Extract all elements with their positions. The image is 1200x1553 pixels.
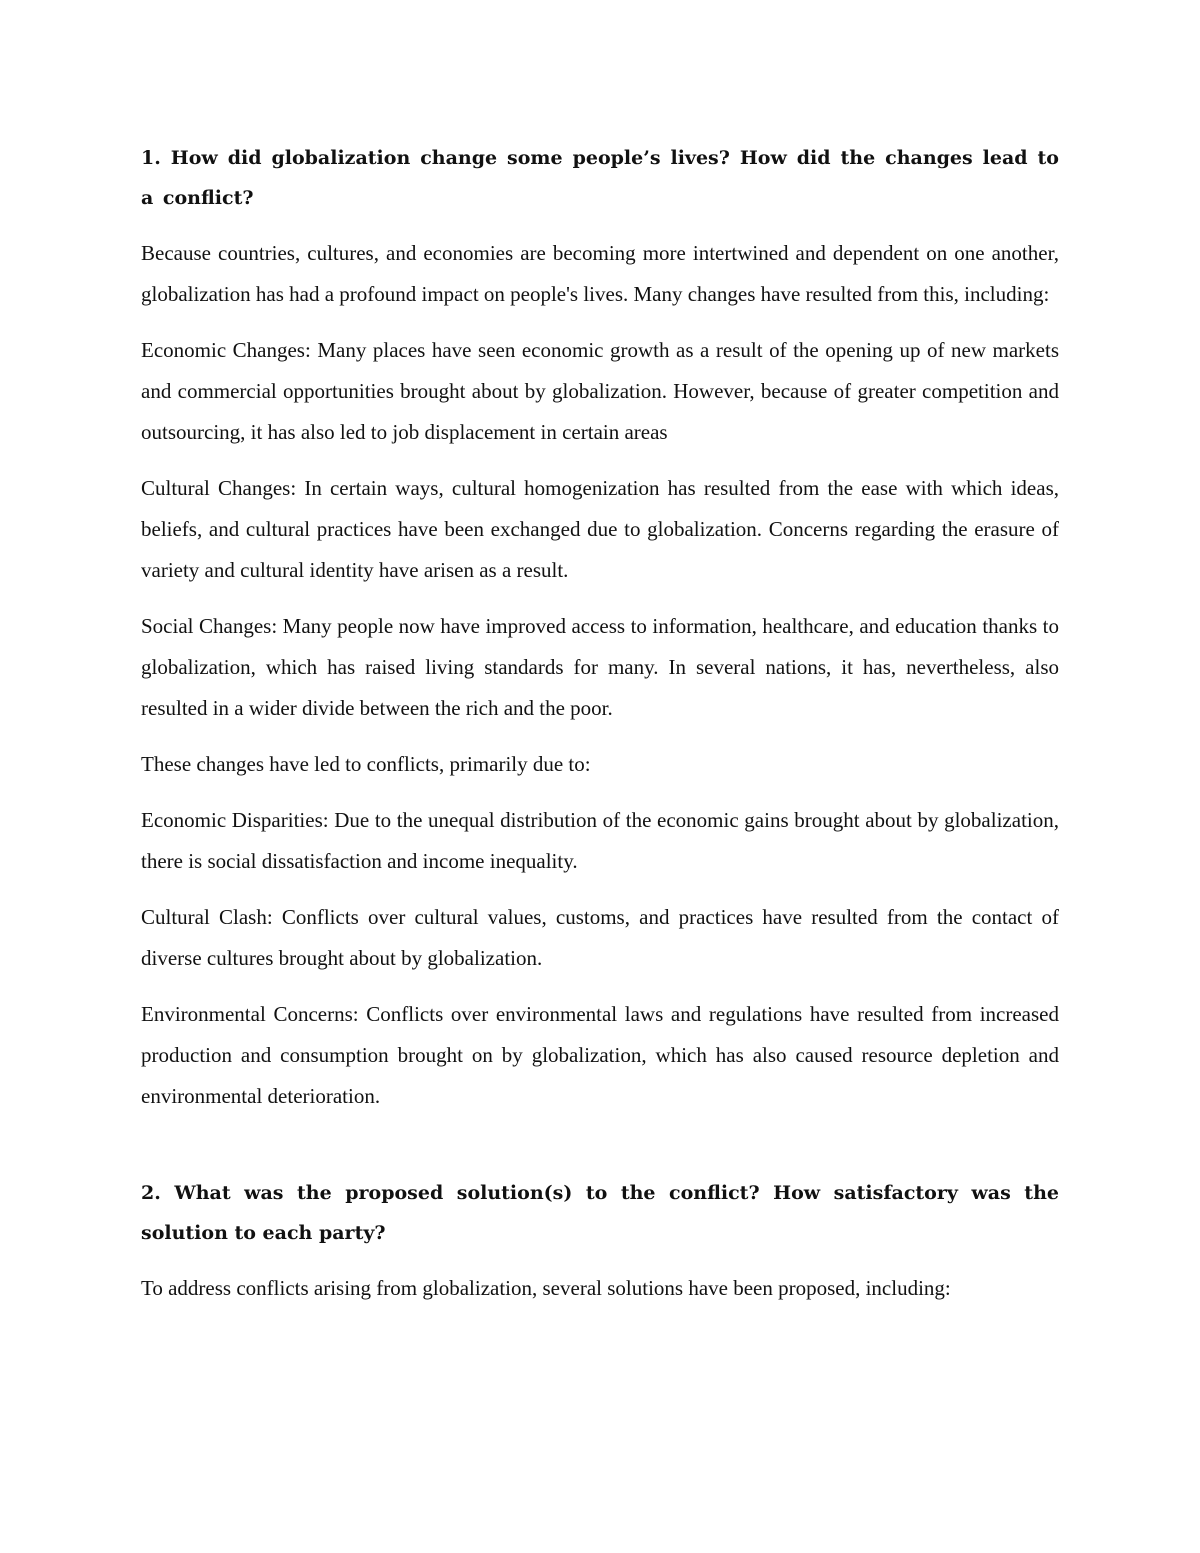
section-1-intro-paragraph: Because countries, cultures, and economies are becoming more intertwined and dependent on one another, globalization has had a profound impact on people's lives. Many changes have resulted from this, including: bbox=[141, 241, 1059, 306]
cultural-changes-paragraph: Cultural Changes: In certain ways, cultural homogenization has resulted from the ease with which ideas, beliefs, and cultural practices have been exchanged due to globalization. Concerns regarding the erasure of variety and cultural identity have arisen as a result. bbox=[141, 476, 1059, 582]
social-changes-paragraph: Social Changes: Many people now have improved access to information, healthcare, and education thanks to globalization, which has raised living standards for many. In several nations, it has, nevertheless, also resulted in a wider divide between the rich and the poor. bbox=[141, 614, 1059, 720]
conflicts-intro-paragraph: These changes have led to conflicts, primarily due to: bbox=[141, 752, 591, 776]
section-2-intro-paragraph: To address conflicts arising from globalization, several solutions have been proposed, including: bbox=[141, 1276, 951, 1300]
question-2-heading: 2. What was the proposed solution(s) to the conflict? How satisfactory was the solution to each party? bbox=[141, 1182, 1059, 1244]
environmental-concerns-paragraph: Environmental Concerns: Conflicts over environmental laws and regulations have resulted from increased production and consumption brought on by globalization, which has also caused resource depletion and environmental deterioration. bbox=[141, 1002, 1059, 1108]
economic-changes-paragraph: Economic Changes: Many places have seen economic growth as a result of the opening up of new markets and commercial opportunities brought about by globalization. However, because of greater competition and outsourcing, it has also led to job displacement in certain areas bbox=[141, 338, 1059, 444]
document-page bbox=[141, 138, 1059, 1309]
question-1-heading: 1. How did globalization change some people’s lives? How did the changes lead to a conflict? bbox=[141, 147, 1059, 209]
economic-disparities-paragraph: Economic Disparities: Due to the unequal distribution of the economic gains brought about by globalization, there is social dissatisfaction and income inequality. bbox=[141, 808, 1059, 873]
cultural-clash-paragraph: Cultural Clash: Conflicts over cultural values, customs, and practices have resulted from the contact of diverse cultures brought about by globalization. bbox=[141, 905, 1059, 970]
